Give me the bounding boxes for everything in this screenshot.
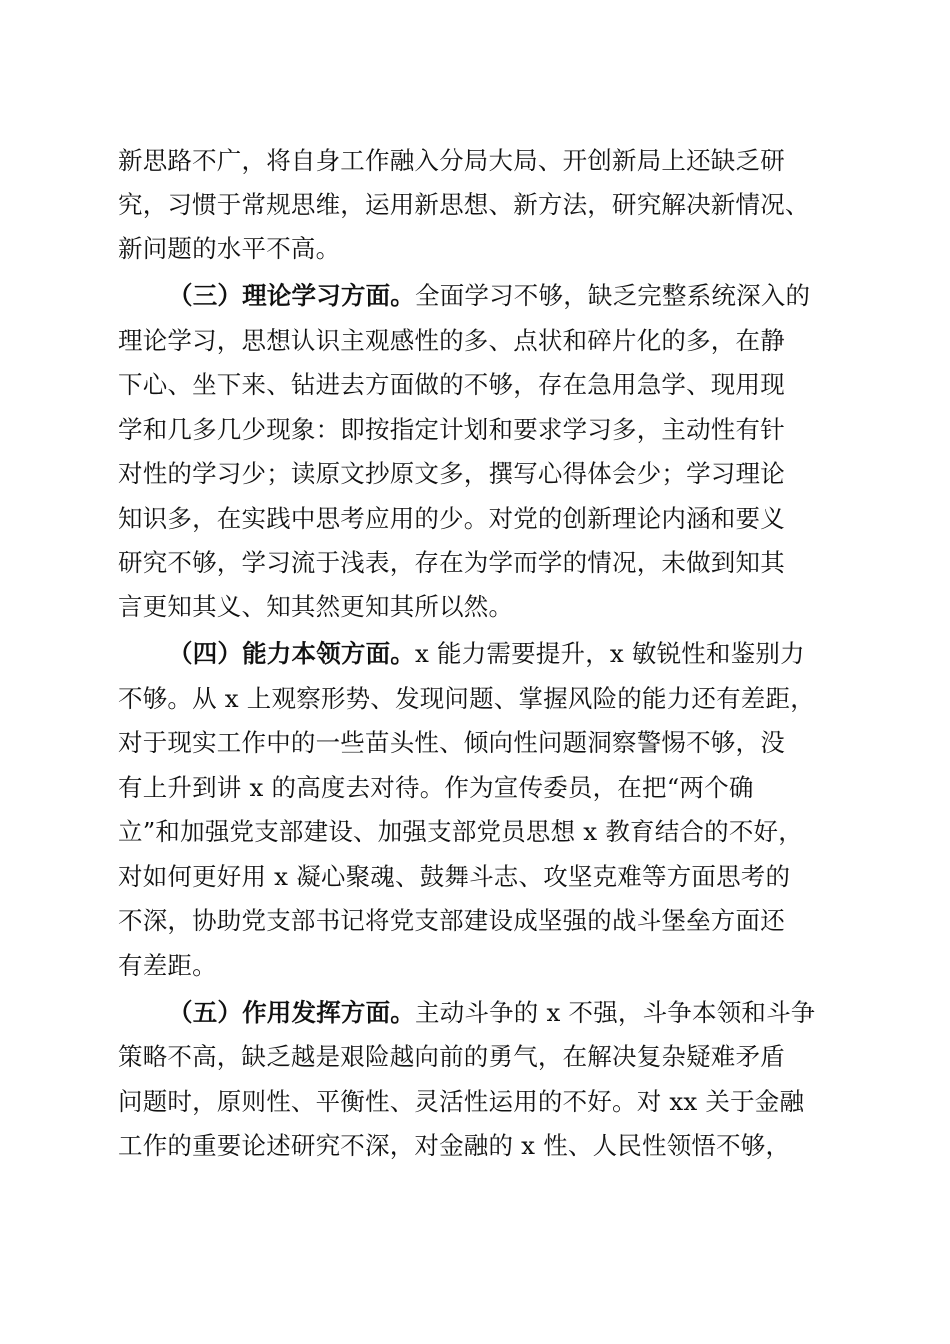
section-5-heading: （五）作用发挥方面。	[168, 998, 415, 1027]
paragraph-line: 不够。从 x 上观察形势、发现问题、掌握风险的能力还有差距，	[118, 684, 815, 713]
paragraph-line: 研究不够，学习流于浅表，存在为学而学的情况，未做到知其	[118, 548, 785, 577]
paragraph-line: 对性的学习少；读原文抄原文多，撰写心得体会少；学习理论	[118, 459, 785, 488]
paragraph-line: 对于现实工作中的一些苗头性、倾向性问题洞察警惕不够，没	[118, 728, 785, 757]
paragraph-line: 立”和加强党支部建设、加强支部党员思想 x 教育结合的不好，	[118, 817, 803, 846]
section-4-first-line: （四）能力本领方面。x 能力需要提升，x 敏锐性和鉴别力	[168, 639, 805, 668]
paragraph-line: 下心、坐下来、钻进去方面做的不够，存在急用急学、现用现	[118, 370, 785, 399]
paragraph-line: 有上升到讲 x 的高度去对待。作为宣传委员，在把“两个确	[118, 773, 754, 802]
paragraph-line: 问题时，原则性、平衡性、灵活性运用的不好。对 xx 关于金融	[118, 1087, 805, 1116]
paragraph-line: 工作的重要论述研究不深，对金融的 x 性、人民性领悟不够，	[118, 1131, 791, 1160]
section-5-first-line: （五）作用发挥方面。主动斗争的 x 不强，斗争本领和斗争	[168, 998, 816, 1027]
paragraph-line: 新问题的水平不高。	[118, 234, 341, 263]
paragraph-line: 新思路不广，将自身工作融入分局大局、开创新局上还缺乏研	[118, 146, 785, 175]
paragraph-line: 理论学习，思想认识主观感性的多、点状和碎片化的多，在静	[118, 326, 785, 355]
paragraph-line: 知识多，在实践中思考应用的少。对党的创新理论内涵和要义	[118, 504, 785, 533]
paragraph-line: 有差距。	[118, 951, 217, 980]
paragraph-line: 言更知其义、知其然更知其所以然。	[118, 592, 514, 621]
paragraph-line: 学和几多几少现象：即按指定计划和要求学习多，主动性有针	[118, 415, 785, 444]
section-3-first-line: （三）理论学习方面。全面学习不够，缺乏完整系统深入的	[168, 281, 811, 310]
paragraph-line: 策略不高，缺乏越是艰险越向前的勇气，在解决复杂疑难矛盾	[118, 1042, 785, 1071]
paragraph-line: 对如何更好用 x 凝心聚魂、鼓舞斗志、攻坚克难等方面思考的	[118, 862, 791, 891]
paragraph-line: 不深，协助党支部书记将党支部建设成坚强的战斗堡垒方面还	[118, 906, 785, 935]
paragraph-line: 究，习惯于常规思维，运用新思想、新方法，研究解决新情况、	[118, 190, 810, 219]
section-3-heading: （三）理论学习方面。	[168, 281, 415, 310]
section-4-heading: （四）能力本领方面。	[168, 639, 415, 668]
